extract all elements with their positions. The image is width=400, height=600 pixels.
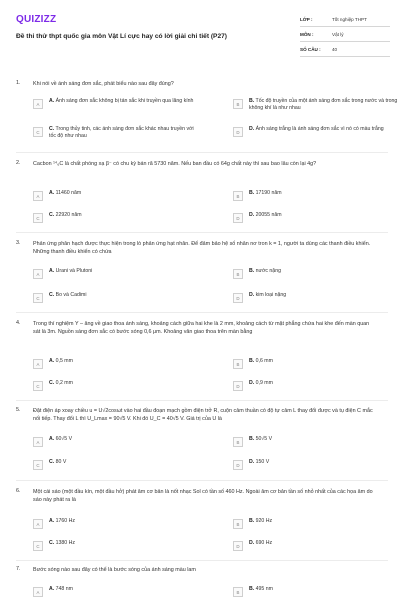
option-key: A. bbox=[49, 436, 55, 442]
option-text: C. Bo và Cadimi bbox=[49, 292, 87, 298]
question-text: Cacbon ¹⁴₆C là chất phóng xạ β⁻ có chu kỳ bán rã 5730 năm. Nếu ban đầu có 64g chất này thì sau bao lâu còn lại 4g? bbox=[33, 161, 317, 167]
option-key: A. bbox=[49, 98, 55, 104]
question-divider bbox=[16, 480, 388, 481]
option-text: B. Tốc độ truyền của một ánh sáng đơn sắc trong nước và trong không khí là như nhau bbox=[249, 98, 398, 112]
meta-key: MÔN : bbox=[300, 31, 314, 37]
option-letter-box: A bbox=[33, 587, 43, 597]
option-letter-box: D bbox=[233, 381, 243, 391]
option-key: D. bbox=[249, 126, 255, 132]
answer-option-a[interactable] bbox=[33, 436, 204, 450]
option-letter-box: B bbox=[233, 191, 243, 201]
answer-option-a[interactable] bbox=[33, 358, 204, 372]
question-number: 6. bbox=[16, 488, 21, 494]
option-text: C. 22920 năm bbox=[49, 212, 82, 218]
option-text: C. 0,2 mm bbox=[49, 380, 73, 386]
option-key: C. bbox=[49, 459, 55, 465]
question-number: 2. bbox=[16, 160, 21, 166]
question-divider bbox=[16, 312, 388, 313]
option-key: A. bbox=[49, 518, 55, 524]
answer-option-c[interactable] bbox=[33, 212, 204, 226]
option-key: A. bbox=[49, 190, 55, 196]
answer-option-b[interactable] bbox=[233, 268, 400, 282]
question-text: Đặt điện áp xoay chiều u = U√2cosωt vào hai đầu đoạn mạch gồm điện trở R, cuộn cảm thuần có độ tự cảm L thay đổi được và tụ điện C mắc nối tiếp. Thay đổi L thì U_Lmax = 90√5 V. Khi đó U_C = 40√5 V. Giá trị của U là bbox=[33, 408, 373, 423]
option-text: D. 20055 năm bbox=[249, 212, 282, 218]
option-text: D. Ánh sáng trắng là ánh sáng đơn sắc vì nó có màu trắng bbox=[249, 126, 384, 132]
option-key: B. bbox=[249, 98, 255, 104]
option-letter-box: B bbox=[233, 99, 243, 109]
question-divider bbox=[16, 152, 388, 153]
option-key: B. bbox=[249, 190, 255, 196]
option-letter-box: C bbox=[33, 213, 43, 223]
option-text: A. Ánh sáng đơn sắc không bị tán sắc khi truyền qua lăng kính bbox=[49, 98, 194, 104]
question-number: 4. bbox=[16, 320, 21, 326]
option-text: D. 0,9 mm bbox=[249, 380, 273, 386]
option-letter-box: D bbox=[233, 541, 243, 551]
option-letter-box: A bbox=[33, 269, 43, 279]
option-letter-box: C bbox=[33, 381, 43, 391]
option-text: C. 1380 Hz bbox=[49, 540, 75, 546]
option-key: D. bbox=[249, 292, 255, 298]
answer-option-a[interactable] bbox=[33, 98, 204, 117]
option-letter-box: B bbox=[233, 587, 243, 597]
option-key: D. bbox=[249, 380, 255, 386]
answer-option-a[interactable] bbox=[33, 190, 204, 204]
meta-value: Vật lý bbox=[332, 31, 344, 37]
option-key: B. bbox=[249, 518, 255, 524]
option-key: A. bbox=[49, 358, 55, 364]
option-letter-box: C bbox=[33, 293, 43, 303]
answer-option-c[interactable] bbox=[33, 126, 204, 145]
option-key: C. bbox=[49, 380, 55, 386]
answer-option-d[interactable] bbox=[233, 212, 400, 226]
option-text: A. 748 nm bbox=[49, 586, 73, 592]
question-divider bbox=[16, 400, 388, 401]
option-key: B. bbox=[249, 586, 255, 592]
option-letter-box: C bbox=[33, 127, 43, 137]
option-text: D. 150 V bbox=[249, 459, 270, 465]
answer-option-c[interactable] bbox=[33, 540, 204, 554]
answer-option-b[interactable] bbox=[233, 518, 400, 532]
option-text: C. 80 V bbox=[49, 459, 67, 465]
answer-option-b[interactable] bbox=[233, 436, 400, 450]
option-key: C. bbox=[49, 292, 55, 298]
meta-row-class bbox=[300, 12, 390, 27]
question-divider bbox=[16, 560, 388, 561]
option-text: B. 495 nm bbox=[249, 586, 273, 592]
option-text: A. 0,5 mm bbox=[49, 358, 73, 364]
option-letter-box: D bbox=[233, 460, 243, 470]
question-number: 3. bbox=[16, 240, 21, 246]
option-text: A. 60√5 V bbox=[49, 436, 73, 442]
option-text: A. 11460 năm bbox=[49, 190, 82, 196]
option-key: A. bbox=[49, 586, 55, 592]
meta-key: LỚP : bbox=[300, 16, 313, 22]
option-letter-box: B bbox=[233, 437, 243, 447]
option-text: A. Urani và Plutoni bbox=[49, 268, 93, 274]
answer-option-b[interactable] bbox=[233, 190, 400, 204]
option-letter-box: D bbox=[233, 293, 243, 303]
option-letter-box: B bbox=[233, 359, 243, 369]
option-key: B. bbox=[249, 436, 255, 442]
quizizz-logo: QUIZIZZ bbox=[16, 14, 57, 25]
question-number: 1. bbox=[16, 80, 21, 86]
option-letter-box: A bbox=[33, 359, 43, 369]
option-key: B. bbox=[249, 358, 255, 364]
option-letter-box: C bbox=[33, 541, 43, 551]
answer-option-c[interactable] bbox=[33, 380, 204, 394]
answer-option-b[interactable] bbox=[233, 586, 400, 600]
answer-option-d[interactable] bbox=[233, 126, 400, 145]
option-letter-box: D bbox=[233, 213, 243, 223]
answer-option-c[interactable] bbox=[33, 292, 204, 306]
option-letter-box: A bbox=[33, 99, 43, 109]
answer-option-c[interactable] bbox=[33, 459, 204, 473]
option-text: A. 1760 Hz bbox=[49, 518, 75, 524]
option-key: A. bbox=[49, 268, 55, 274]
option-key: D. bbox=[249, 459, 255, 465]
option-text: D. 690 Hz bbox=[249, 540, 273, 546]
document-title: Đề thi thử thpt quốc gia môn Vật Lí cực hay có lời giải chi tiết (P27) bbox=[16, 33, 227, 40]
option-text: B. 920 Hz bbox=[249, 518, 273, 524]
answer-option-a[interactable] bbox=[33, 586, 204, 600]
answer-option-a[interactable] bbox=[33, 268, 204, 282]
option-text: D. kim loại nặng bbox=[249, 292, 287, 298]
question-text: Trong thí nghiệm Y – âng về giao thoa ánh sáng, khoảng cách giữa hai khe là 2 mm, khoảng cách từ mặt phẳng chứa hai khe đến màn quan sát là 3m. Nguồn sáng đơn sắc có bước sóng 0,6 μm. Khoảng vân giao thoa trên màn bằng bbox=[33, 321, 370, 336]
option-key: C. bbox=[49, 212, 55, 218]
option-key: D. bbox=[249, 212, 255, 218]
question-text: Phản ứng phân hạch được thực hiện trong lò phản ứng hạt nhân. Để đảm bảo hệ số nhân nơ tron k = 1, người ta dùng các thanh điều khiển. Những thanh điều khiển có chứa bbox=[33, 241, 371, 256]
option-text: B. 50√5 V bbox=[249, 436, 273, 442]
meta-row-question-count bbox=[300, 42, 390, 57]
option-key: B. bbox=[249, 268, 255, 274]
option-key: C. bbox=[49, 540, 55, 546]
option-letter-box: B bbox=[233, 519, 243, 529]
answer-option-b[interactable] bbox=[233, 98, 400, 117]
answer-option-a[interactable] bbox=[33, 518, 204, 532]
question-divider bbox=[16, 232, 388, 233]
question-text: Khi nói về ánh sáng đơn sắc, phát biểu nào sau đây đúng? bbox=[33, 81, 174, 87]
option-letter-box: A bbox=[33, 519, 43, 529]
answer-option-b[interactable] bbox=[233, 358, 400, 372]
meta-value: Tốt nghiệp THPT bbox=[332, 16, 367, 22]
question-number: 5. bbox=[16, 407, 21, 413]
answer-option-d[interactable] bbox=[233, 380, 400, 394]
option-letter-box: A bbox=[33, 191, 43, 201]
worksheet-header bbox=[0, 0, 400, 68]
option-text: B. 17190 năm bbox=[249, 190, 282, 196]
meta-value: 40 bbox=[332, 46, 338, 52]
option-letter-box: A bbox=[33, 437, 43, 447]
option-letter-box: B bbox=[233, 269, 243, 279]
option-text: B. 0,6 mm bbox=[249, 358, 273, 364]
option-key: D. bbox=[249, 540, 255, 546]
option-letter-box: D bbox=[233, 127, 243, 137]
meta-key: SỐ CÂU : bbox=[300, 46, 321, 52]
option-text: B. nước nặng bbox=[249, 268, 281, 274]
question-text: Bước sóng nào sau đây có thể là bước sóng của ánh sáng màu lam bbox=[33, 567, 196, 573]
question-number: 7. bbox=[16, 566, 21, 572]
question-text: Một cái sáo (một đầu kín, một đầu hở) phát âm cơ bản là nốt nhạc Sol có tần số 460 Hz. Ngoài âm cơ bản tần số nhỏ nhất của các họa âm do sáo này phát ra là bbox=[33, 489, 373, 504]
option-key: C. bbox=[49, 126, 55, 132]
answer-option-d[interactable] bbox=[233, 292, 400, 306]
answer-option-d[interactable] bbox=[233, 540, 400, 554]
option-text: C. Trong thủy tinh, các ánh sáng đơn sắc khác nhau truyền với tốc độ như nhau bbox=[49, 126, 194, 140]
meta-row-subject bbox=[300, 27, 390, 42]
answer-option-d[interactable] bbox=[233, 459, 400, 473]
option-letter-box: C bbox=[33, 460, 43, 470]
meta-table bbox=[300, 12, 390, 57]
